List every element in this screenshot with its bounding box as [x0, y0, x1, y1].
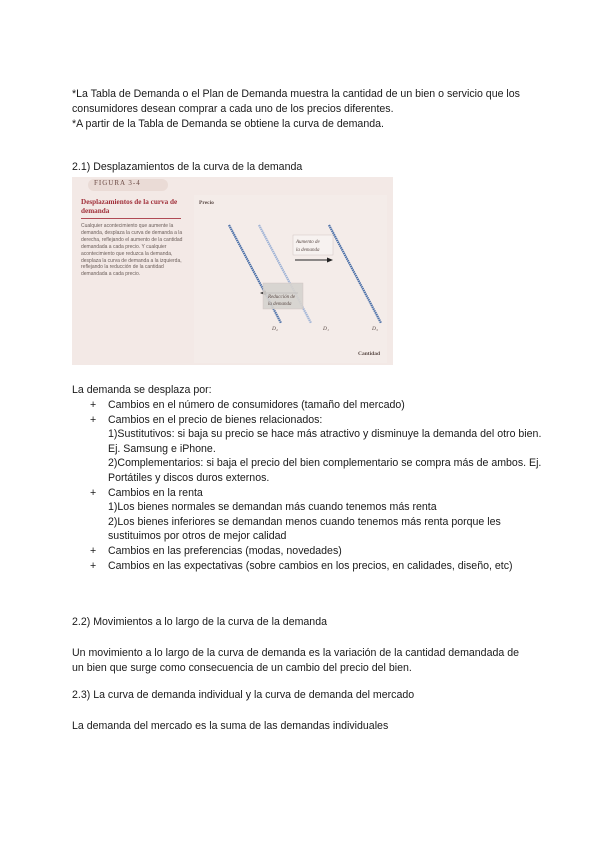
intro-line-2: *A partir de la Tabla de Demanda se obtiene la curva de demanda. [72, 118, 384, 130]
bullet-marker: + [90, 544, 97, 557]
list-item-text: Cambios en las expectativas (sobre cambios en los precios, en calidades, diseño, etc) [108, 559, 513, 572]
curve-d2-label: D₂ [272, 326, 278, 332]
section-2-3-heading: 2.3) La curva de demanda individual y la curva de demanda del mercado [72, 689, 415, 701]
list-item [72, 413, 542, 486]
figure-description: Cualquier acontecimiento que aumente la demanda, desplaza la curva de demanda a la derecha, reflejando el aumento de la cantidad demandada a cada precio. Y cualquier acontecimiento que reduzca la demanda, desplaza la curva de demanda a la izquierda, reflejando la reducción de la cantidad demandada a cada precio. [81, 223, 183, 278]
increase-label-line-2: la demanda [296, 248, 320, 253]
bullet-marker: + [90, 399, 97, 411]
curve-d1-label: D₁ [323, 326, 329, 332]
section-2-2-heading: 2.2) Movimientos a lo largo de la curva de la demanda [72, 616, 327, 628]
decrease-label-line-1: Reducción de [268, 295, 296, 300]
curve-d3-line [329, 225, 381, 323]
list-item-subline: 1)Los bienes normales se demandan más cuando tenemos más renta [108, 501, 437, 514]
demand-curves-plot [72, 177, 393, 365]
intro-line-1: *La Tabla de Demanda o el Plan de Demanda muestra la cantidad de un bien o servicio que los consumidores desean comprar a cada uno de los precios diferentes. [72, 88, 520, 115]
section-2-3-text: La demanda del mercado es la suma de las demandas individuales [72, 720, 389, 732]
list-item-text: Cambios en la renta [108, 486, 203, 499]
list-item-text: Cambios en el precio de bienes relacionados: [108, 413, 323, 426]
list-item-text: Cambios en el número de consumidores (tamaño del mercado) [108, 399, 405, 411]
section-2-1-heading: 2.1) Desplazamientos de la curva de la demanda [72, 161, 303, 173]
bullet-marker: + [90, 559, 97, 572]
section-2-2-text: Un movimiento a lo largo de la curva de demanda es la variación de la cantidad demandada de un bien que surge como consecuencia de un cambio del precio del bien. [72, 647, 519, 674]
intro-paragraph [72, 87, 532, 132]
curve-d3-label: D₃ [372, 326, 378, 332]
demand-shift-figure [72, 177, 393, 365]
bullet-marker: + [90, 486, 97, 499]
list-item [72, 559, 542, 574]
decrease-label-line-2: la demanda [268, 302, 292, 307]
shift-causes-list [72, 398, 542, 573]
list-item-subline: 2)Los bienes inferiores se demandan menos cuando tenemos más renta porque les sustituimos por otros de mejor calidad [108, 515, 501, 543]
figure-label: FIGURA 3-4 [94, 179, 141, 187]
list-item [72, 544, 542, 559]
list-item-text: Cambios en las preferencias (modas, novedades) [108, 544, 342, 557]
increase-arrow-head [327, 258, 333, 263]
list-item [72, 398, 542, 413]
y-axis-label: Precio [199, 200, 214, 206]
shift-title: La demanda se desplaza por: [72, 384, 212, 396]
x-axis-label: Cantidad [358, 351, 381, 357]
increase-label-line-1: Aumento de [296, 240, 320, 245]
list-item [72, 486, 542, 544]
bullet-marker: + [90, 413, 97, 426]
list-item-subline: 2)Complementarios: si baja el precio del bien complementario se compra más de ambos. Ej. Portátiles y discos duros externos. [108, 457, 542, 484]
figure-title: Desplazamientos de la curva de demanda [81, 198, 178, 215]
list-item-subline: 1)Sustitutivos: si baja su precio se hace más atractivo y disminuye la demanda del otro bien. Ej. Samsung e iPhone. [108, 428, 542, 455]
